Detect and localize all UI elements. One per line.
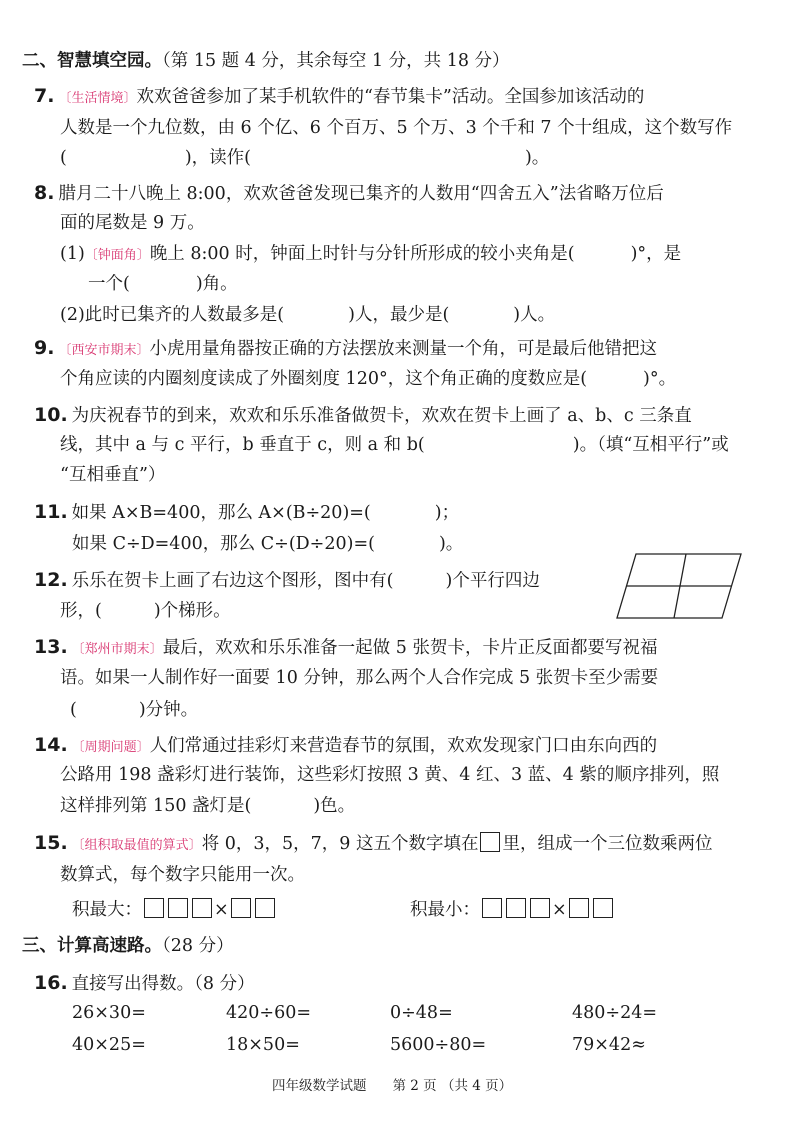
q13-line-2: 语。如果一人制作好一面要 10 分钟，那么两个人合作完成 5 张贺卡至少需要: [60, 668, 659, 688]
q11-line-2: [72, 530, 463, 558]
q10-line-3: “互相垂直”）: [60, 465, 166, 485]
q8-sub2-text-a: (2)此时已集齐的人数最多是(: [60, 305, 285, 325]
q15-max-box-4[interactable]: [231, 898, 251, 918]
q11-number: 11.: [34, 501, 68, 523]
q8-sub1-tag: 〔钟面角〕: [84, 248, 150, 263]
q7-line-1: [34, 82, 644, 113]
q7-blank-open: (: [60, 148, 67, 168]
q15-min-box-5[interactable]: [593, 898, 613, 918]
q15-min-label: 积最小：: [410, 900, 480, 920]
q11-text-2-end: )。: [438, 534, 464, 554]
q15-min-box-2[interactable]: [506, 898, 526, 918]
q8-sub1-line-2: [88, 270, 238, 298]
footer-page-number: 第 2 页 （共 4 页）: [392, 1078, 513, 1094]
q14-text-3-end: )色。: [313, 796, 356, 816]
q13-text-1: 最后，欢欢和乐乐准备一起做 5 张贺卡，卡片正反面都要写祝福: [162, 638, 658, 658]
q10-line-2: [60, 431, 729, 459]
q8-line-2: 面的尾数是 9 万。: [60, 213, 205, 233]
q9-text-1: 小虎用量角器按正确的方法摆放来测量一个角，可是最后他错把这: [149, 339, 657, 359]
q14-number: 14.: [34, 734, 68, 756]
q7-blank-close: )。: [524, 148, 550, 168]
q9-tag: 〔西安市期末〕: [58, 343, 150, 358]
q15-max-row: [72, 896, 277, 924]
q8-sub2-line: [60, 301, 555, 329]
q12-line-2: [60, 597, 231, 625]
q15-line-2: 数算式，每个数字只能用一次。: [60, 865, 305, 885]
q11-text-1: 如果 A×B=400，那么 A×(B÷20)=(: [71, 503, 371, 523]
q13-text-3: )分钟。: [138, 700, 199, 720]
q9-text-3: )°。: [643, 369, 677, 389]
q16-title-line: [34, 969, 255, 998]
q14-tag: 〔周期问题〕: [71, 740, 150, 755]
q15-min-times: ×: [552, 900, 567, 920]
q14-text-3: 这样排列第 150 盏灯是(: [60, 796, 252, 816]
q9-text-2: 个角应读的内圈刻度读成了外圈刻度 120°，这个角正确的度数应是(: [60, 369, 588, 389]
q16-item: 5600÷80=: [390, 1035, 487, 1055]
q15-min-row: [410, 896, 615, 924]
q8-text-1: 腊月二十八晚上 8:00，欢欢爸爸发现已集齐的人数用“四舍五入”法省略万位后: [58, 184, 664, 204]
q7-line-3: [60, 144, 549, 172]
q7-tag: 〔生活情境〕: [58, 91, 137, 106]
q10-number: 10.: [34, 404, 68, 426]
q16-item: 26×30=: [72, 1003, 146, 1023]
q8-sub1-end: )°，是: [630, 244, 682, 264]
q7-line-2: 人数是一个九位数，由 6 个亿、6 个百万、5 个万、3 个千和 7 个十组成，这个数写作: [60, 118, 733, 138]
q8-sub1-prefix: (1): [60, 244, 85, 264]
q13-line-3: [70, 696, 198, 724]
q9-number: 9.: [34, 337, 55, 359]
section-3-heading-line: [22, 932, 234, 960]
q12-text-1: 乐乐在贺卡上画了右边这个图形，图中有(: [71, 571, 394, 591]
q16-item: 40×25=: [72, 1035, 146, 1055]
q8-line-1: [34, 179, 664, 208]
q11-line-1: [34, 498, 459, 527]
q15-max-box-2[interactable]: [168, 898, 188, 918]
footer-subject: 四年级数学试题: [272, 1078, 367, 1094]
q8-sub2-text-c: )人。: [513, 305, 556, 325]
q10-text-3: )。（填“互相平行”或: [572, 435, 729, 455]
q8-sub1-l2-end: )角。: [195, 274, 238, 294]
q16-item: 79×42≈: [572, 1035, 646, 1055]
q8-sub1-text: 晚上 8:00 时，钟面上时针与分针所形成的较小夹角是(: [149, 244, 575, 264]
q15-min-box-1[interactable]: [482, 898, 502, 918]
q10-line-1: [34, 401, 692, 430]
q15-min-box-3[interactable]: [530, 898, 550, 918]
q15-max-box-5[interactable]: [255, 898, 275, 918]
q16-title: 直接写出得数。（8 分）: [71, 974, 255, 994]
q14-line-2: 公路用 198 盏彩灯进行装饰，这些彩灯按照 3 黄、4 红、3 蓝、4 紫的顺序排列，照: [60, 765, 720, 785]
q8-sub2-text-b: )人，最少是(: [348, 305, 450, 325]
q13-blank-open: (: [70, 700, 77, 720]
q16-item: 0÷48=: [390, 1003, 453, 1023]
q15-number: 15.: [34, 832, 68, 854]
q12-text-2-end: )个梯形。: [153, 601, 231, 621]
q15-tag: 〔组积取最值的算式〕: [71, 838, 202, 853]
q10-text-1: 为庆祝春节的到来，欢欢和乐乐准备做贺卡，欢欢在贺卡上画了 a、b、c 三条直: [71, 406, 692, 426]
q12-line-1: [34, 566, 540, 595]
q15-max-box-1[interactable]: [144, 898, 164, 918]
q9-line-2: [60, 365, 676, 393]
q15-box-glyph: [480, 832, 500, 852]
q13-number: 13.: [34, 636, 68, 658]
q8-number: 8.: [34, 182, 55, 204]
q12-text-1-end: )个平行四边: [445, 571, 540, 591]
q15-min-box-4[interactable]: [569, 898, 589, 918]
q8-sub1-l2-start: 一个(: [88, 274, 130, 294]
q13-line-1: [34, 633, 657, 664]
q7-number: 7.: [34, 85, 55, 107]
q9-line-1: [34, 334, 657, 365]
q14-line-1: [34, 731, 657, 762]
q8-sub1-line-1: [60, 240, 681, 270]
q16-item: 18×50=: [226, 1035, 300, 1055]
q12-figure: [614, 548, 748, 624]
q16-number: 16.: [34, 972, 68, 994]
q15-max-times: ×: [214, 900, 229, 920]
q14-text-1: 人们常通过挂彩灯来营造春节的氛围，欢欢发现家门口由东向西的: [149, 736, 658, 756]
q16-item: 480÷24=: [572, 1003, 657, 1023]
q14-line-3: [60, 792, 355, 820]
q7-text-1: 欢欢爸爸参加了某手机软件的“春节集卡”活动。全国参加该活动的: [136, 87, 645, 107]
q12-text-2: 形，(: [60, 601, 102, 621]
footer: [272, 1074, 512, 1094]
q11-text-1-end: )；: [434, 503, 460, 523]
q15-line-1: [34, 829, 712, 860]
q7-read-label: )，读作(: [184, 148, 251, 168]
q15-max-label: 积最大：: [72, 900, 142, 920]
section-2-heading-line: [22, 47, 510, 75]
section-2-heading: 二、智慧填空园。: [22, 51, 162, 71]
q16-item: 420÷60=: [226, 1003, 311, 1023]
q15-text-1: 将 0，3，5，7，9 这五个数字填在: [201, 834, 479, 854]
q13-tag: 〔郑州市期末〕: [71, 642, 163, 657]
q15-text-1-end: 里，组成一个三位数乘两位: [502, 834, 713, 854]
q15-max-box-3[interactable]: [192, 898, 212, 918]
q11-text-2: 如果 C÷D=400，那么 C÷(D÷20)=(: [72, 534, 375, 554]
section-3-points: （28 分）: [162, 936, 234, 956]
section-2-points: （第 15 题 4 分，其余每空 1 分，共 18 分）: [162, 51, 510, 71]
q10-text-2: 线，其中 a 与 c 平行，b 垂直于 c，则 a 和 b(: [60, 435, 425, 455]
q12-number: 12.: [34, 569, 68, 591]
section-3-heading: 三、计算高速路。: [22, 936, 162, 956]
